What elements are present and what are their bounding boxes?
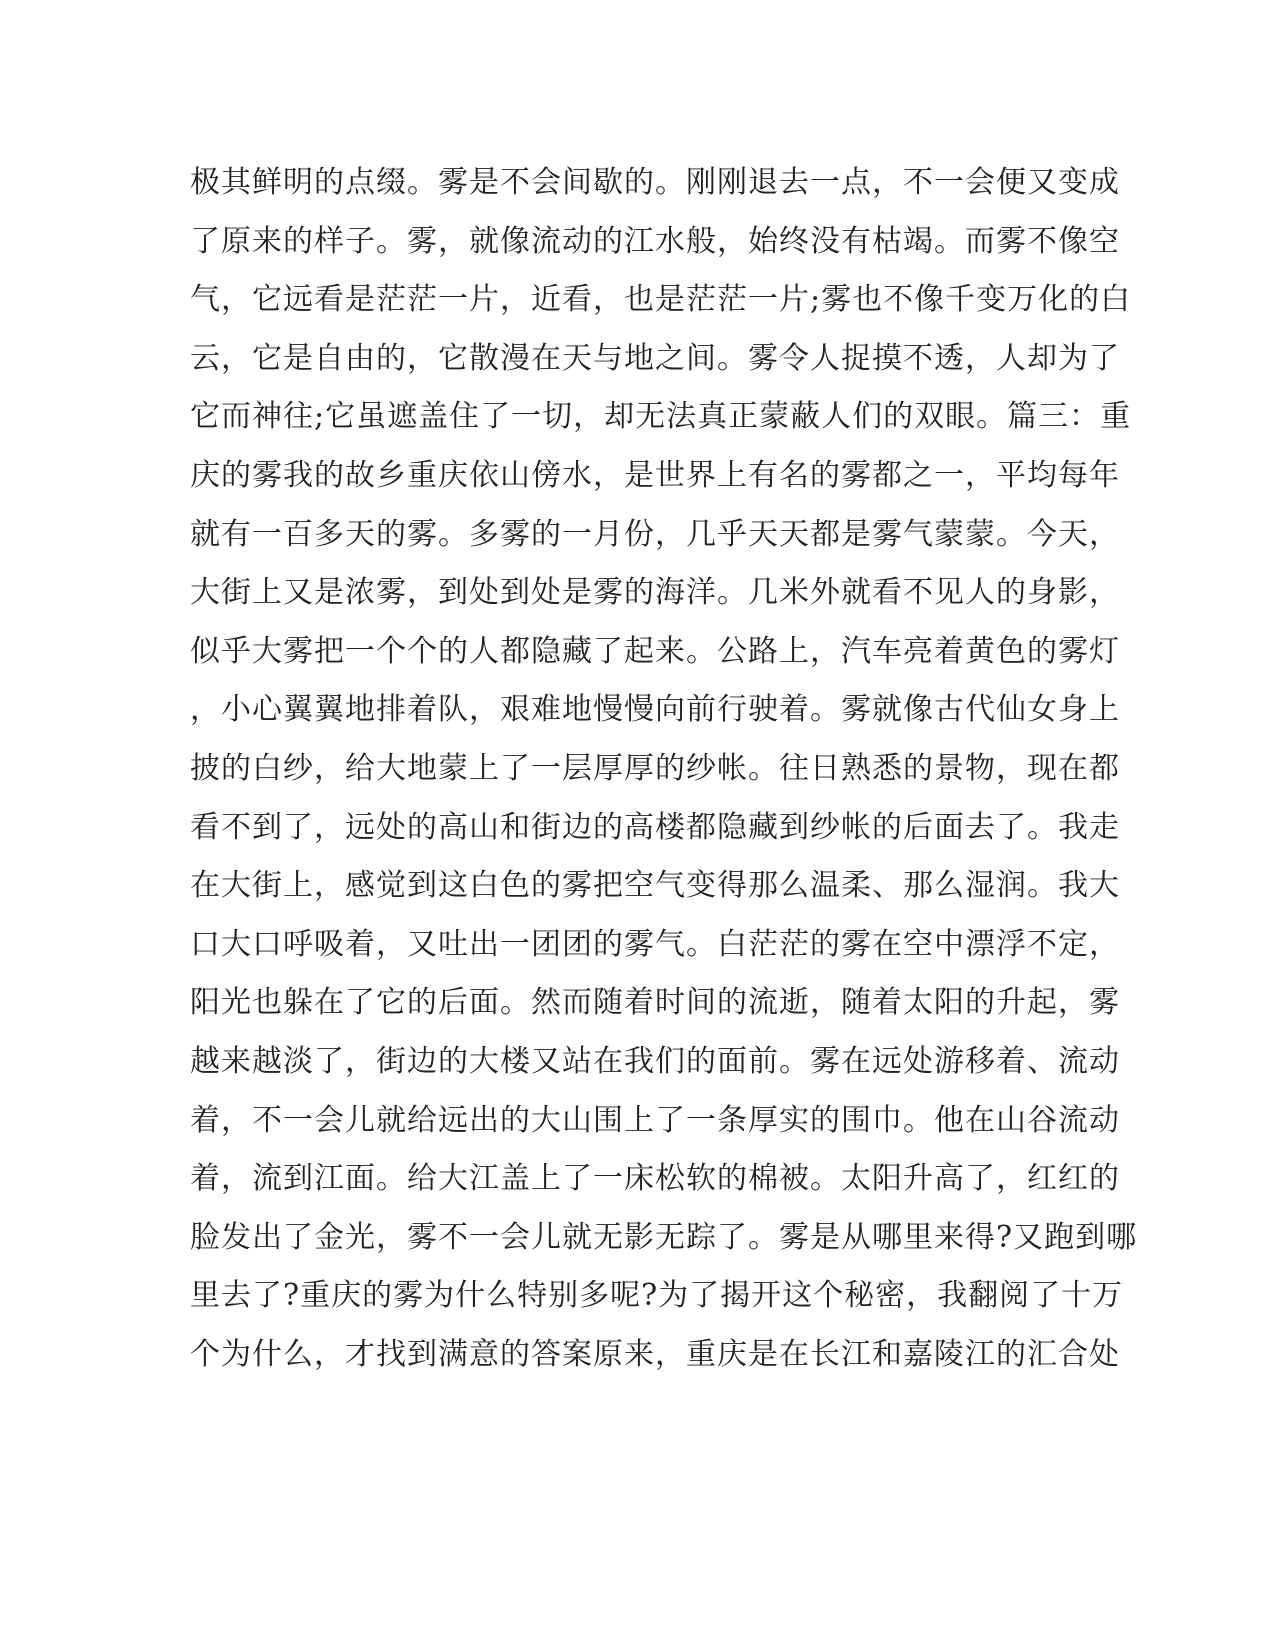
text-line: 着，流到江面。给大江盖上了一床松软的棉被。太阳升高了，红红的 [190, 1161, 1120, 1197]
text-line: 披的白纱，给大地蒙上了一层厚厚的纱帐。往日熟悉的景物，现在都 [190, 750, 1120, 786]
text-line: 里去了?重庆的雾为什么特别多呢?为了揭开这个秘密，我翻阅了十万 [190, 1278, 1124, 1314]
text-line: 它而神往;它虽遮盖住了一切，却无法真正蒙蔽人们的双眼。篇三：重 [190, 399, 1132, 435]
text-line: 大街上又是浓雾，到处到处是雾的海洋。几米外就看不见人的身影， [190, 575, 1120, 611]
text-line: 看不到了，远处的高山和街边的高楼都隐藏到纱帐的后面去了。我走 [190, 809, 1120, 845]
text-line: 越来越淡了，街边的大楼又站在我们的面前。雾在远处游移着、流动 [190, 1043, 1120, 1079]
text-line: 着，不一会儿就给远出的大山围上了一条厚实的围巾。他在山谷流动 [190, 1102, 1120, 1138]
text-line: 在大街上，感觉到这白色的雾把空气变得那么温柔、那么湿润。我大 [190, 868, 1120, 904]
text-line: ，小心翼翼地排着队，艰难地慢慢向前行驶着。雾就像古代仙女身上 [190, 692, 1120, 728]
text-line: 阳光也躲在了它的后面。然而随着时间的流逝，随着太阳的升起，雾 [190, 985, 1120, 1021]
text-line: 云，它是自由的，它散漫在天与地之间。雾令人捉摸不透，人却为了 [190, 340, 1120, 376]
text-line: 气，它远看是茫茫一片，近看，也是茫茫一片;雾也不像千变万化的白 [190, 282, 1132, 318]
text-line: 个为什么，才找到满意的答案原来，重庆是在长江和嘉陵江的汇合处 [190, 1336, 1120, 1372]
text-line: 似乎大雾把一个个的人都隐藏了起来。公路上，汽车亮着黄色的雾灯 [190, 633, 1120, 669]
text-line: 脸发出了金光，雾不一会儿就无影无踪了。雾是从哪里来得?又跑到哪 [190, 1219, 1138, 1255]
text-line: 极其鲜明的点缀。雾是不会间歇的。刚刚退去一点，不一会便又变成 [190, 165, 1120, 200]
text-line: 了原来的样子。雾，就像流动的江水般，始终没有枯竭。而雾不像空 [190, 223, 1120, 259]
text-line: 庆的雾我的故乡重庆依山傍水，是世界上有名的雾都之一，平均每年 [190, 457, 1120, 493]
text-line: 就有一百多天的雾。多雾的一月份，几乎天天都是雾气蒙蒙。今天， [190, 516, 1120, 552]
body-text [190, 154, 1138, 1384]
text-line: 口大口呼吸着，又吐出一团团的雾气。白茫茫的雾在空中漂浮不定， [190, 926, 1120, 962]
